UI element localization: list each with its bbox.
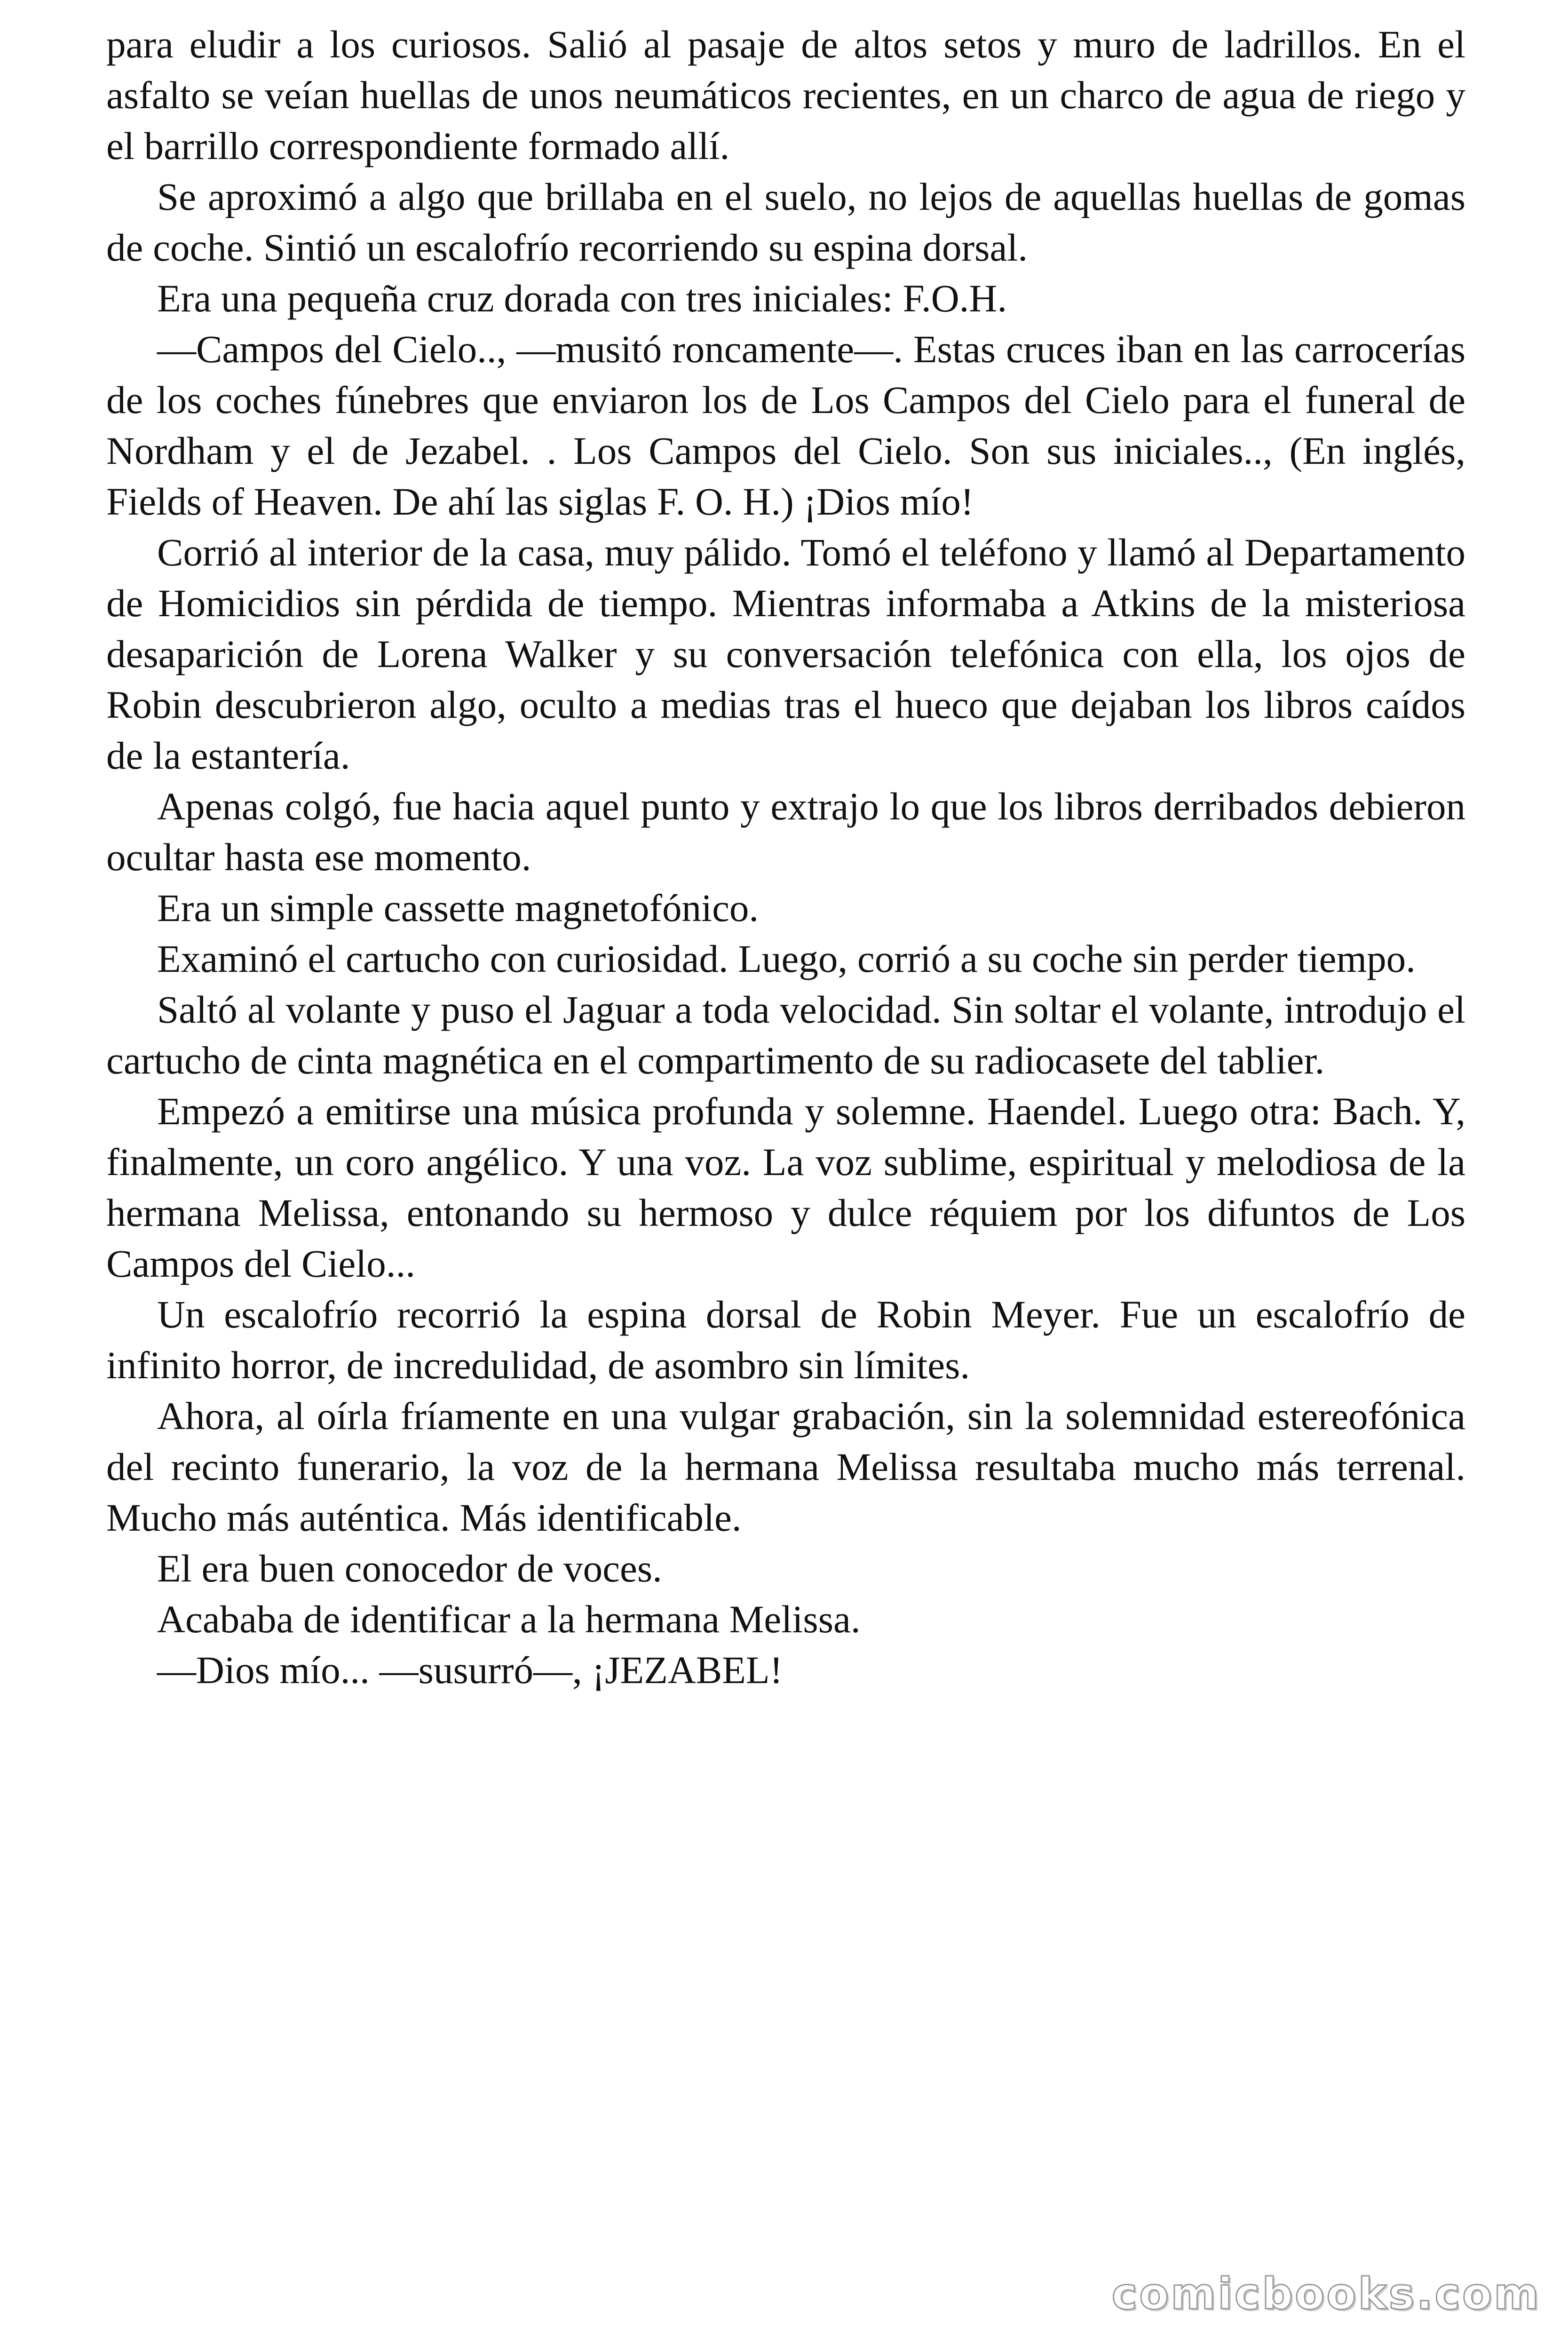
paragraph-1: para eludir a los curiosos. Salió al pasaje de altos setos y muro de ladrillos. En el asfalto se veían huellas de unos neumáticos recientes, en un charco de agua de riego y el barrillo correspondiente formado allí.	[106, 23, 1465, 167]
site-watermark: comicbooks.com	[1111, 2269, 1541, 2319]
paragraph-11: Un escalofrío recorrió la espina dorsal de Robin Meyer. Fue un escalofrío de infinito horror, de incredulidad, de asombro sin límites.	[106, 1293, 1465, 1387]
paragraph-10: Empezó a emitirse una música profunda y solemne. Haendel. Luego otra: Bach. Y, finalmente, un coro angélico. Y una voz. La voz sublime, espiritual y melodiosa de la hermana Melissa, entonando su hermoso y dulce réquiem por los difuntos de Los Campos del Cielo...	[106, 1089, 1465, 1285]
paragraph-4: —Campos del Cielo.., —musitó roncamente—. Estas cruces iban en las carrocerías de los coches fúnebres que enviaron los de Los Campos del Cielo para el funeral de Nordham y el de Jezabel. . Los Campos del Cielo. Son sus iniciales.., (En inglés, Fields of Heaven. De ahí las siglas F. O. H.) ¡Dios mío!	[106, 327, 1465, 523]
body-text	[106, 19, 1465, 1695]
paragraph-2: Se aproximó a algo que brillaba en el suelo, no lejos de aquellas huellas de gomas de coche. Sintió un escalofrío recorriendo su espina dorsal.	[106, 175, 1465, 269]
paragraph-9: Saltó al volante y puso el Jaguar a toda velocidad. Sin soltar el volante, introdujo el cartucho de cinta magnética en el compartimento de su radiocasete del tablier.	[106, 988, 1465, 1082]
paragraph-12: Ahora, al oírla fríamente en una vulgar grabación, sin la solemnidad estereofónica del recinto funerario, la voz de la hermana Melissa resultaba mucho más terrenal. Mucho más auténtica. Más identificable.	[106, 1394, 1465, 1539]
paragraph-7: Era un simple cassette magnetofónico.	[157, 886, 759, 930]
paragraph-3: Era una pequeña cruz dorada con tres iniciales: F.O.H.	[157, 277, 1007, 320]
paragraph-15: —Dios mío... —susurró—, ¡JEZABEL!	[157, 1648, 783, 1692]
paragraph-8: Examinó el cartucho con curiosidad. Luego, corrió a su coche sin perder tiempo.	[157, 937, 1416, 980]
paragraph-6: Apenas colgó, fue hacia aquel punto y extrajo lo que los libros derribados debieron ocultar hasta ese momento.	[106, 785, 1465, 879]
paragraph-14: Acababa de identificar a la hermana Melissa.	[157, 1597, 861, 1641]
paragraph-5: Corrió al interior de la casa, muy pálido. Tomó el teléfono y llamó al Departamento de Homicidios sin pérdida de tiempo. Mientras informaba a Atkins de la misteriosa desaparición de Lorena Walker y su conversación telefónica con ella, los ojos de Robin descubrieron algo, oculto a medias tras el hueco que dejaban los libros caídos de la estantería.	[106, 531, 1465, 777]
paragraph-13: El era buen conocedor de voces.	[157, 1547, 662, 1590]
